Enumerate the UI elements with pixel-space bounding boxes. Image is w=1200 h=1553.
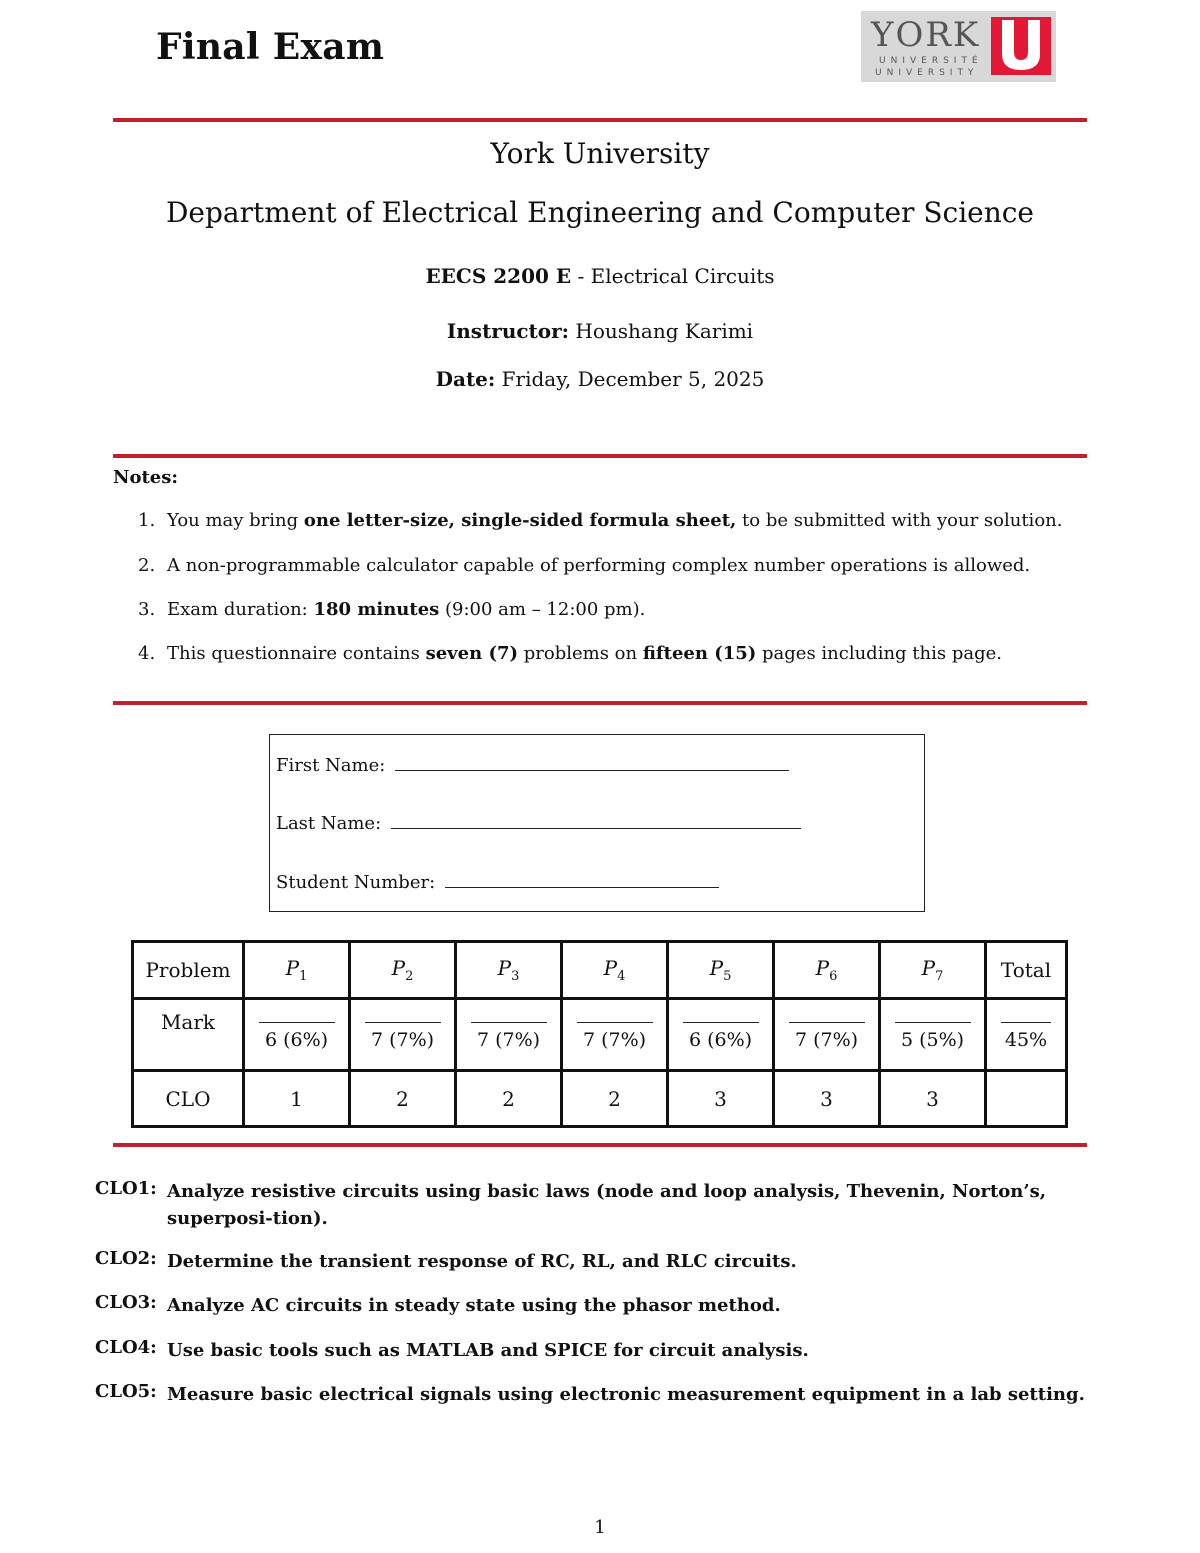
student-number-label: Student Number: (276, 872, 436, 893)
last-name-field[interactable] (276, 813, 801, 834)
mark-cell[interactable]: 7 (7%) (562, 999, 668, 1071)
clo-cell: 2 (562, 1071, 668, 1127)
note-text: to be submitted with your solution. (736, 510, 1063, 531)
header-cell: Problem (133, 942, 244, 999)
divider-rule (113, 118, 1087, 122)
note-item (138, 510, 1062, 531)
total-mark-cell[interactable]: 45% (986, 999, 1067, 1071)
instructor-label: Instructor: (446, 319, 570, 343)
table-row-clo (133, 1071, 1067, 1127)
mark-cell[interactable]: 7 (7%) (774, 999, 880, 1071)
note-number: 4. (138, 643, 156, 664)
mark-cell[interactable]: 6 (6%) (668, 999, 774, 1071)
note-number: 2. (138, 555, 156, 576)
instructor-line (0, 319, 1200, 343)
header-cell: $P_5$ (668, 942, 774, 999)
clo-cell (986, 1071, 1067, 1127)
divider-rule (113, 701, 1087, 705)
header-cell: $P_6$ (774, 942, 880, 999)
clo-text: Measure basic electrical signals using electronic measurement equipment in a lab setting. (167, 1384, 1085, 1405)
first-name-field[interactable] (276, 755, 789, 776)
note-emphasis: 180 minutes (313, 599, 440, 620)
date-label: Date: (435, 367, 496, 391)
course-code: EECS 2200 E (425, 264, 572, 288)
instructor-name: Houshang Karimi (575, 319, 754, 343)
note-number: 3. (138, 599, 156, 620)
note-item (138, 599, 645, 620)
clo-cell: 2 (350, 1071, 456, 1127)
header-cell: $P_3$ (456, 942, 562, 999)
clo-cell: 3 (880, 1071, 986, 1127)
table-row-mark (133, 999, 1067, 1071)
note-text: A non-programmable calculator capable of performing complex number operations is allowed. (167, 555, 1031, 576)
last-name-label: Last Name: (276, 813, 382, 834)
clo-text: Use basic tools such as MATLAB and SPICE for circuit analysis. (167, 1340, 809, 1361)
note-text: This questionnaire contains (167, 643, 426, 664)
row-label: CLO (133, 1071, 244, 1127)
logo-u-mark (991, 17, 1051, 75)
note-text: Exam duration: (167, 599, 314, 620)
clo-cell: 3 (774, 1071, 880, 1127)
note-text: You may bring (167, 510, 304, 531)
header-cell: $P_1$ (244, 942, 350, 999)
clo-label: CLO4: (95, 1337, 157, 1358)
student-info-box (269, 734, 925, 912)
logo-subtext-en: UNIVERSITY (875, 68, 979, 78)
clo-item (95, 1248, 1090, 1275)
exam-title: Final Exam (156, 26, 385, 68)
exam-date: Friday, December 5, 2025 (501, 367, 765, 391)
note-emphasis: fifteen (15) (642, 643, 757, 664)
university-name: York University (490, 137, 710, 170)
student-number-field[interactable] (276, 872, 719, 893)
last-name-blank[interactable] (391, 814, 801, 829)
first-name-blank[interactable] (395, 756, 789, 771)
logo-subtext-fr: UNIVERSITÉ (879, 56, 983, 66)
clo-text: Determine the transient response of RC, RL, and RLC circuits. (167, 1251, 797, 1272)
header-cell: $P_2$ (350, 942, 456, 999)
clo-item (95, 1381, 1090, 1408)
clo-text: Analyze AC circuits in steady state using the phasor method. (167, 1295, 781, 1316)
note-text: pages including this page. (756, 643, 1002, 664)
clo-label: CLO1: (95, 1178, 157, 1199)
clo-cell: 1 (244, 1071, 350, 1127)
course-name: Electrical Circuits (590, 264, 775, 288)
department-name: Department of Electrical Engineering and Computer Science (165, 196, 1034, 229)
york-university-logo (861, 11, 1056, 82)
mark-cell[interactable]: 7 (7%) (456, 999, 562, 1071)
row-label: Mark (133, 999, 244, 1071)
logo-wordmark: YORK (871, 15, 981, 55)
mark-cell[interactable]: 6 (6%) (244, 999, 350, 1071)
note-text: problems on (518, 643, 643, 664)
note-item (138, 555, 1030, 576)
clo-item (95, 1337, 1090, 1364)
clo-label: CLO5: (95, 1381, 157, 1402)
clo-item (95, 1178, 1090, 1232)
course-title (0, 264, 1200, 288)
note-emphasis: one letter-size, single-sided formula sheet, (303, 510, 737, 531)
note-text: (9:00 am – 12:00 pm). (439, 599, 646, 620)
clo-item (95, 1292, 1090, 1319)
note-number: 1. (138, 510, 156, 531)
clo-cell: 2 (456, 1071, 562, 1127)
divider-rule (113, 1143, 1087, 1147)
clo-text: Analyze resistive circuits using basic laws (node and loop analysis, Thevenin, Norton’s, superposi-tion). (167, 1181, 1047, 1229)
course-separator: - (571, 264, 591, 288)
mark-cell[interactable]: 7 (7%) (350, 999, 456, 1071)
note-emphasis: seven (7) (425, 643, 519, 664)
notes-heading: Notes: (113, 467, 179, 488)
date-line (0, 367, 1200, 391)
clo-cell: 3 (668, 1071, 774, 1127)
header-cell: $P_7$ (880, 942, 986, 999)
student-number-blank[interactable] (445, 873, 719, 888)
mark-cell[interactable]: 5 (5%) (880, 999, 986, 1071)
note-item (138, 643, 1002, 664)
clo-label: CLO2: (95, 1248, 157, 1269)
page-number: 1 (594, 1517, 606, 1538)
table-header-row (133, 942, 1067, 999)
clo-label: CLO3: (95, 1292, 157, 1313)
header-cell: $P_4$ (562, 942, 668, 999)
header-cell: Total (986, 942, 1067, 999)
divider-rule (113, 454, 1087, 458)
first-name-label: First Name: (276, 755, 386, 776)
marks-table (131, 940, 1068, 1128)
